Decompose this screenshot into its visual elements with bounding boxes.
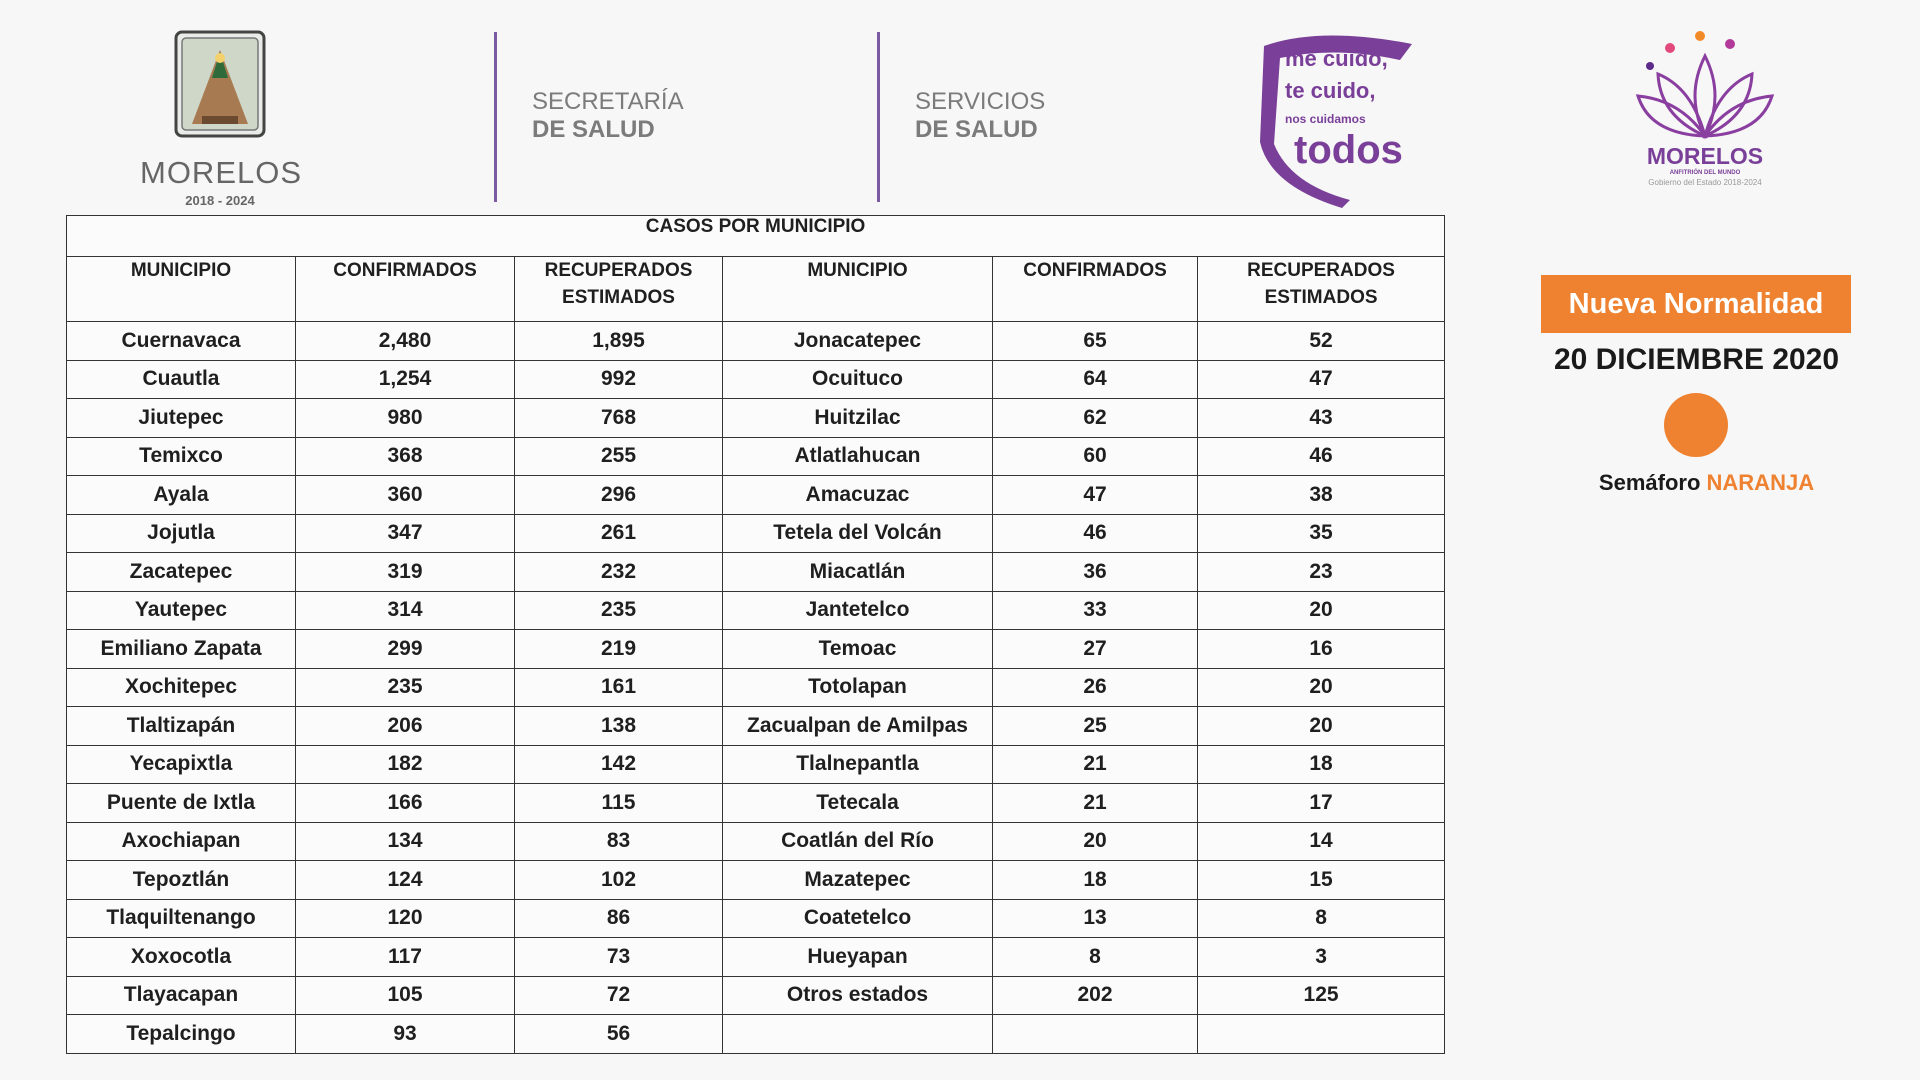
municipio-cell: Tepoztlán	[67, 861, 296, 900]
confirmados-cell: 120	[296, 899, 515, 938]
recuperados-cell: 83	[515, 822, 723, 861]
recuperados-cell: 161	[515, 668, 723, 707]
nueva-normalidad-badge: Nueva Normalidad	[1541, 275, 1851, 333]
confirmados-cell: 368	[296, 437, 515, 476]
municipio-cell: Hueyapan	[723, 938, 993, 977]
recuperados-cell: 17	[1198, 784, 1445, 823]
municipio-cell: Yecapixtla	[67, 745, 296, 784]
header-recuperados-line2: ESTIMADOS	[562, 287, 675, 308]
recuperados-cell: 768	[515, 399, 723, 438]
table-row	[67, 553, 1445, 592]
lotus-government: Gobierno del Estado 2018-2024	[1648, 178, 1762, 187]
recuperados-cell: 56	[515, 1015, 723, 1054]
table-row	[67, 938, 1445, 977]
municipio-cell: Cuernavaca	[67, 322, 296, 361]
confirmados-cell: 20	[993, 822, 1198, 861]
divider	[877, 32, 880, 202]
municipio-cell	[723, 1015, 993, 1054]
org1-line1: SECRETARÍA	[532, 88, 684, 115]
municipio-cell: Axochiapan	[67, 822, 296, 861]
table-title: CASOS POR MUNICIPIO	[67, 216, 1445, 257]
confirmados-cell: 60	[993, 437, 1198, 476]
confirmados-cell: 314	[296, 591, 515, 630]
confirmados-cell: 62	[993, 399, 1198, 438]
table-row	[67, 399, 1445, 438]
confirmados-cell: 980	[296, 399, 515, 438]
recuperados-cell: 20	[1198, 707, 1445, 746]
recuperados-cell: 235	[515, 591, 723, 630]
table-row	[67, 976, 1445, 1015]
table-row	[67, 707, 1445, 746]
confirmados-cell: 21	[993, 745, 1198, 784]
recuperados-cell: 46	[1198, 437, 1445, 476]
municipio-cell: Jiutepec	[67, 399, 296, 438]
confirmados-cell: 1,254	[296, 360, 515, 399]
municipio-cell: Jantetelco	[723, 591, 993, 630]
recuperados-cell: 16	[1198, 630, 1445, 669]
report-date: 20 DICIEMBRE 2020	[1553, 343, 1840, 376]
municipio-cell: Temoac	[723, 630, 993, 669]
recuperados-cell: 3	[1198, 938, 1445, 977]
header	[0, 0, 1920, 210]
col-header-municipio: MUNICIPIO	[723, 257, 993, 322]
municipio-cell: Jojutla	[67, 514, 296, 553]
confirmados-cell: 18	[993, 861, 1198, 900]
recuperados-cell: 72	[515, 976, 723, 1015]
confirmados-cell: 64	[993, 360, 1198, 399]
table-row	[67, 476, 1445, 515]
state-seal-icon	[172, 28, 268, 140]
recuperados-cell: 47	[1198, 360, 1445, 399]
recuperados-cell: 1,895	[515, 322, 723, 361]
recuperados-cell: 23	[1198, 553, 1445, 592]
campaign-line2: te cuido,	[1285, 78, 1376, 103]
morelos-years: 2018 - 2024	[185, 193, 255, 208]
confirmados-cell: 46	[993, 514, 1198, 553]
morelos-state-logo	[140, 28, 303, 208]
morelos-wordmark: MORELOS	[140, 155, 303, 190]
recuperados-cell: 14	[1198, 822, 1445, 861]
campaign-line1: me cuido,	[1285, 46, 1388, 71]
cases-table	[66, 215, 1445, 1054]
municipio-cell: Ayala	[67, 476, 296, 515]
municipio-cell: Yautepec	[67, 591, 296, 630]
semaforo-orange-dot-icon	[1664, 393, 1728, 457]
municipio-cell: Totolapan	[723, 668, 993, 707]
confirmados-cell: 36	[993, 553, 1198, 592]
confirmados-cell: 105	[296, 976, 515, 1015]
municipio-cell: Atlatlahucan	[723, 437, 993, 476]
municipio-cell: Tetecala	[723, 784, 993, 823]
recuperados-cell: 20	[1198, 668, 1445, 707]
confirmados-cell: 2,480	[296, 322, 515, 361]
municipio-cell: Mazatepec	[723, 861, 993, 900]
municipio-cell: Temixco	[67, 437, 296, 476]
recuperados-cell: 35	[1198, 514, 1445, 553]
table-row	[67, 322, 1445, 361]
table-row	[67, 514, 1445, 553]
municipio-cell: Tlayacapan	[67, 976, 296, 1015]
recuperados-cell: 43	[1198, 399, 1445, 438]
header-recuperados-line1: RECUPERADOS	[1247, 260, 1395, 281]
recuperados-cell: 18	[1198, 745, 1445, 784]
header-recuperados-line2: ESTIMADOS	[1264, 287, 1378, 308]
confirmados-cell: 206	[296, 707, 515, 746]
semaforo-status	[1540, 470, 1873, 496]
servicios-de-salud-label	[915, 88, 1045, 144]
confirmados-cell: 319	[296, 553, 515, 592]
table-body	[67, 322, 1445, 1054]
secretaria-de-salud-label	[532, 88, 684, 144]
recuperados-cell: 261	[515, 514, 723, 553]
confirmados-cell: 347	[296, 514, 515, 553]
recuperados-cell: 115	[515, 784, 723, 823]
table-row	[67, 784, 1445, 823]
recuperados-cell: 232	[515, 553, 723, 592]
recuperados-cell: 125	[1198, 976, 1445, 1015]
municipio-cell: Zacatepec	[67, 553, 296, 592]
org2-line1: SERVICIOS	[915, 88, 1046, 115]
morelos-lotus-logo	[1630, 26, 1780, 206]
municipio-cell: Tlaltizapán	[67, 707, 296, 746]
divider	[494, 32, 497, 202]
municipio-cell: Cuautla	[67, 360, 296, 399]
confirmados-cell: 134	[296, 822, 515, 861]
recuperados-cell: 86	[515, 899, 723, 938]
campaign-line4: todos	[1294, 128, 1403, 172]
confirmados-cell: 124	[296, 861, 515, 900]
col-header-recuperados	[515, 257, 723, 322]
municipio-cell: Miacatlán	[723, 553, 993, 592]
municipio-cell: Tetela del Volcán	[723, 514, 993, 553]
campaign-shield-logo	[1250, 24, 1418, 208]
recuperados-cell: 219	[515, 630, 723, 669]
lotus-flower-icon	[1630, 26, 1780, 142]
recuperados-cell: 992	[515, 360, 723, 399]
municipio-cell: Emiliano Zapata	[67, 630, 296, 669]
table-row	[67, 861, 1445, 900]
semaforo-label: Semáforo	[1598, 470, 1701, 495]
confirmados-cell: 235	[296, 668, 515, 707]
confirmados-cell: 93	[296, 1015, 515, 1054]
confirmados-cell: 27	[993, 630, 1198, 669]
header-recuperados-line1: RECUPERADOS	[544, 260, 693, 281]
municipio-cell: Tlalnepantla	[723, 745, 993, 784]
confirmados-cell: 25	[993, 707, 1198, 746]
confirmados-cell: 13	[993, 899, 1198, 938]
confirmados-cell: 65	[993, 322, 1198, 361]
recuperados-cell	[1198, 1015, 1445, 1054]
municipio-cell: Xoxocotla	[67, 938, 296, 977]
municipio-cell: Tlaquiltenango	[67, 899, 296, 938]
org2-line2: DE SALUD	[915, 116, 1038, 143]
col-header-confirmados: CONFIRMADOS	[296, 257, 515, 322]
table-row	[67, 1015, 1445, 1054]
table-row	[67, 630, 1445, 669]
col-header-confirmados: CONFIRMADOS	[993, 257, 1198, 322]
municipio-cell: Huitzilac	[723, 399, 993, 438]
municipio-cell: Ocuituco	[723, 360, 993, 399]
recuperados-cell: 38	[1198, 476, 1445, 515]
confirmados-cell: 26	[993, 668, 1198, 707]
lotus-slogan: ANFITRIÓN DEL MUNDO	[1669, 170, 1741, 176]
confirmados-cell: 166	[296, 784, 515, 823]
recuperados-cell: 73	[515, 938, 723, 977]
recuperados-cell: 15	[1198, 861, 1445, 900]
municipio-cell: Amacuzac	[723, 476, 993, 515]
recuperados-cell: 138	[515, 707, 723, 746]
confirmados-cell: 117	[296, 938, 515, 977]
municipio-cell: Puente de Ixtla	[67, 784, 296, 823]
confirmados-cell: 8	[993, 938, 1198, 977]
col-header-recuperados	[1198, 257, 1445, 322]
recuperados-cell: 8	[1198, 899, 1445, 938]
semaforo-color: NARANJA	[1706, 470, 1815, 495]
confirmados-cell: 360	[296, 476, 515, 515]
confirmados-cell: 299	[296, 630, 515, 669]
municipio-cell: Jonacatepec	[723, 322, 993, 361]
org1-line2: DE SALUD	[532, 116, 655, 143]
confirmados-cell: 202	[993, 976, 1198, 1015]
confirmados-cell	[993, 1015, 1198, 1054]
table-row	[67, 360, 1445, 399]
recuperados-cell: 20	[1198, 591, 1445, 630]
recuperados-cell: 52	[1198, 322, 1445, 361]
lotus-wordmark: MORELOS	[1646, 143, 1764, 169]
municipio-cell: Coatetelco	[723, 899, 993, 938]
confirmados-cell: 47	[993, 476, 1198, 515]
table-row	[67, 437, 1445, 476]
municipio-cell: Zacualpan de Amilpas	[723, 707, 993, 746]
confirmados-cell: 33	[993, 591, 1198, 630]
table-row	[67, 591, 1445, 630]
municipio-cell: Coatlán del Río	[723, 822, 993, 861]
recuperados-cell: 296	[515, 476, 723, 515]
col-header-municipio: MUNICIPIO	[67, 257, 296, 322]
recuperados-cell: 102	[515, 861, 723, 900]
campaign-line3: nos cuidamos	[1285, 112, 1366, 126]
municipio-cell: Tepalcingo	[67, 1015, 296, 1054]
table-row	[67, 822, 1445, 861]
recuperados-cell: 255	[515, 437, 723, 476]
municipio-cell: Otros estados	[723, 976, 993, 1015]
table-row	[67, 899, 1445, 938]
table-row	[67, 668, 1445, 707]
municipio-cell: Xochitepec	[67, 668, 296, 707]
confirmados-cell: 182	[296, 745, 515, 784]
confirmados-cell: 21	[993, 784, 1198, 823]
table-row	[67, 745, 1445, 784]
recuperados-cell: 142	[515, 745, 723, 784]
